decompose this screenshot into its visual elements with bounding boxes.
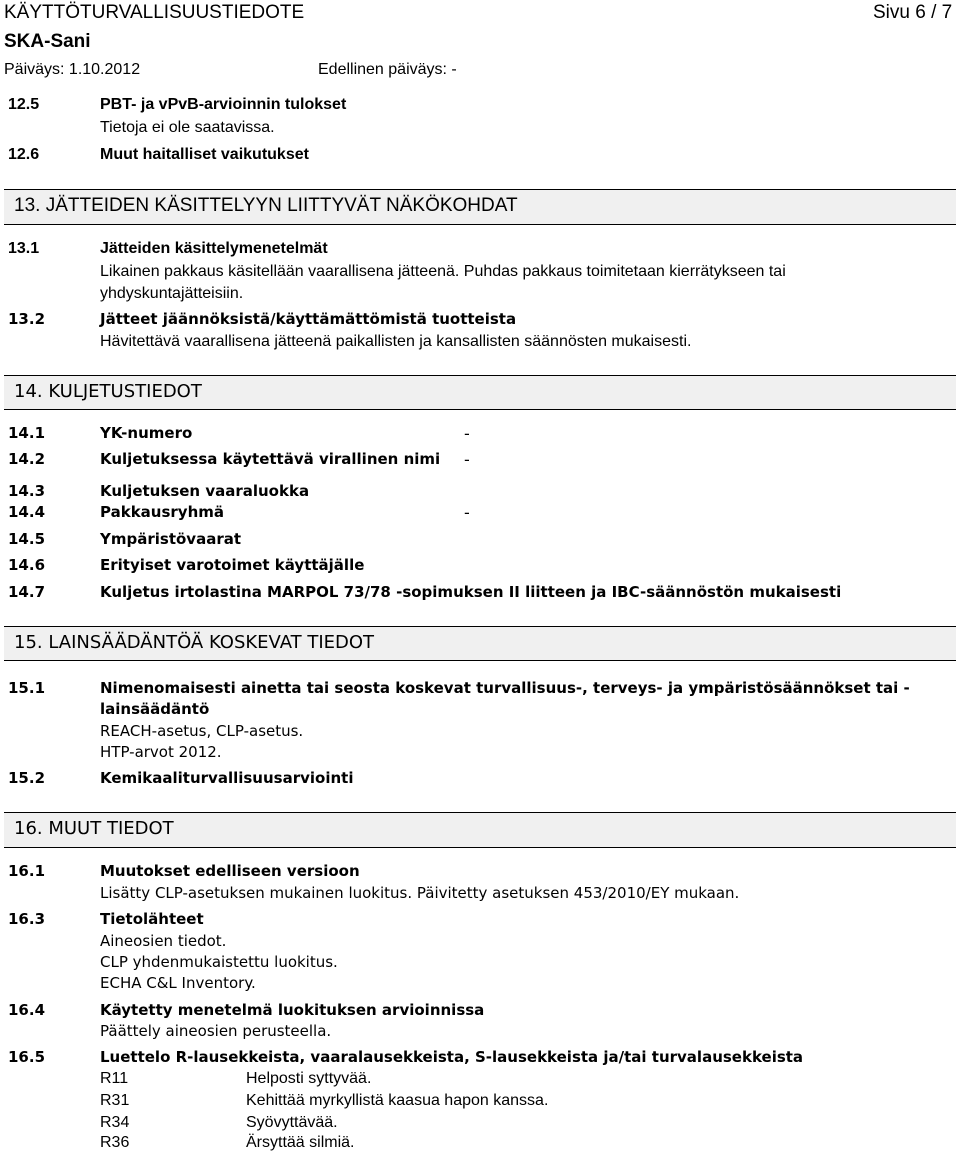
- page-number: Sivu 6 / 7: [873, 2, 953, 23]
- phrase-code: R36: [100, 1134, 130, 1151]
- item-number: 15.1: [8, 679, 46, 697]
- section-heading-text: 13. JÄTTEIDEN KÄSITTELYYN LIITTYVÄT NÄKÖKOHDAT: [14, 195, 518, 216]
- section-heading-16: [4, 812, 956, 848]
- item-title: PBT- ja vPvB-arvioinnin tulokset: [100, 96, 347, 113]
- item-number: 14.6: [8, 556, 46, 574]
- item-title: Pakkausryhmä: [100, 503, 224, 521]
- previous-date: Edellinen päiväys: -: [318, 61, 457, 78]
- product-name: SKA-Sani: [4, 31, 91, 52]
- item-title-cont: lainsäädäntö: [100, 700, 210, 718]
- item-title: Kuljetuksen vaaraluokka: [100, 482, 310, 500]
- phrase-code: R31: [100, 1092, 130, 1109]
- item-number: 15.2: [8, 769, 46, 787]
- item-number: 12.5: [8, 96, 40, 113]
- item-title: Nimenomaisesti ainetta tai seosta koskevat turvallisuus-, terveys- ja ympäristösäännökset tai -: [100, 679, 910, 697]
- item-number: 14.7: [8, 583, 46, 601]
- section-heading-15: [4, 626, 956, 661]
- item-text: HTP-arvot 2012.: [100, 743, 222, 761]
- item-title: Luettelo R-lausekkeista, vaaralausekkeista, S-lausekkeista ja/tai turvalausekkeista: [100, 1048, 804, 1066]
- phrase-text: Helposti syttyvää.: [246, 1070, 372, 1087]
- phrase-text: Kehittää myrkyllistä kaasua hapon kanssa.: [246, 1092, 549, 1109]
- item-text: Tietoja ei ole saatavissa.: [100, 119, 275, 136]
- section-heading-text: 14. KULJETUSTIEDOT: [14, 381, 202, 402]
- section-heading-14: [4, 375, 956, 410]
- item-number: 14.1: [8, 424, 46, 442]
- item-text: Likainen pakkaus käsitellään vaarallisena jätteenä. Puhdas pakkaus toimitetaan kierrätykseen tai: [100, 263, 786, 280]
- item-number: 16.3: [8, 910, 46, 928]
- phrase-text: Syövyttävää.: [246, 1114, 338, 1131]
- item-number: 14.4: [8, 503, 46, 521]
- item-title: Käytetty menetelmä luokituksen arvioinnissa: [100, 1001, 485, 1019]
- item-title: Kemikaaliturvallisuusarviointi: [100, 769, 354, 787]
- item-value: -: [464, 450, 470, 469]
- item-value: -: [464, 424, 470, 443]
- item-title: Ympäristövaarat: [100, 530, 242, 548]
- phrase-code: R11: [100, 1070, 129, 1087]
- document-title: KÄYTTÖTURVALLISUUSTIEDOTE: [4, 2, 305, 23]
- item-number: 14.5: [8, 530, 46, 548]
- item-text: Päättely aineosien perusteella.: [100, 1022, 332, 1040]
- item-number: 14.3: [8, 482, 46, 500]
- item-text: REACH-asetus, CLP-asetus.: [100, 722, 304, 740]
- item-number: 16.4: [8, 1001, 46, 1019]
- item-text: Lisätty CLP-asetuksen mukainen luokitus. Päivitetty asetuksen 453/2010/EY mukaan.: [100, 884, 740, 902]
- item-text: yhdyskuntajätteisiin.: [100, 285, 244, 302]
- item-title: Muut haitalliset vaikutukset: [100, 146, 309, 163]
- item-title: Jätteet jäännöksistä/käyttämättömistä tuotteista: [100, 310, 517, 328]
- item-number: 14.2: [8, 450, 46, 468]
- item-text: ECHA C&L Inventory.: [100, 974, 256, 992]
- item-number: 12.6: [8, 146, 40, 163]
- item-number: 16.1: [8, 862, 46, 880]
- item-title: YK-numero: [100, 424, 193, 442]
- item-title: Tietolähteet: [100, 910, 204, 928]
- item-title: Erityiset varotoimet käyttäjälle: [100, 556, 365, 574]
- section-heading-text: 16. MUUT TIEDOT: [14, 818, 174, 839]
- item-title: Kuljetuksessa käytettävä virallinen nimi: [100, 450, 441, 468]
- item-text: CLP yhdenmukaistettu luokitus.: [100, 953, 338, 971]
- section-heading-13: [4, 189, 956, 225]
- item-title: Kuljetus irtolastina MARPOL 73/78 -sopimuksen II liitteen ja IBC-säännöstön mukaisesti: [100, 583, 842, 601]
- item-value: -: [464, 503, 470, 522]
- item-text: Hävitettävä vaarallisena jätteenä paikallisten ja kansallisten säännösten mukaisesti.: [100, 333, 692, 350]
- item-text: Aineosien tiedot.: [100, 932, 227, 950]
- item-title: Jätteiden käsittelymenetelmät: [100, 240, 328, 257]
- item-number: 13.2: [8, 310, 46, 328]
- phrase-text: Ärsyttää silmiä.: [246, 1134, 355, 1151]
- item-title: Muutokset edelliseen versioon: [100, 862, 360, 880]
- phrase-code: R34: [100, 1114, 130, 1131]
- revision-date: Päiväys: 1.10.2012: [4, 61, 141, 78]
- item-number: 13.1: [8, 240, 40, 257]
- section-heading-text: 15. LAINSÄÄDÄNTÖÄ KOSKEVAT TIEDOT: [14, 632, 375, 653]
- item-number: 16.5: [8, 1048, 46, 1066]
